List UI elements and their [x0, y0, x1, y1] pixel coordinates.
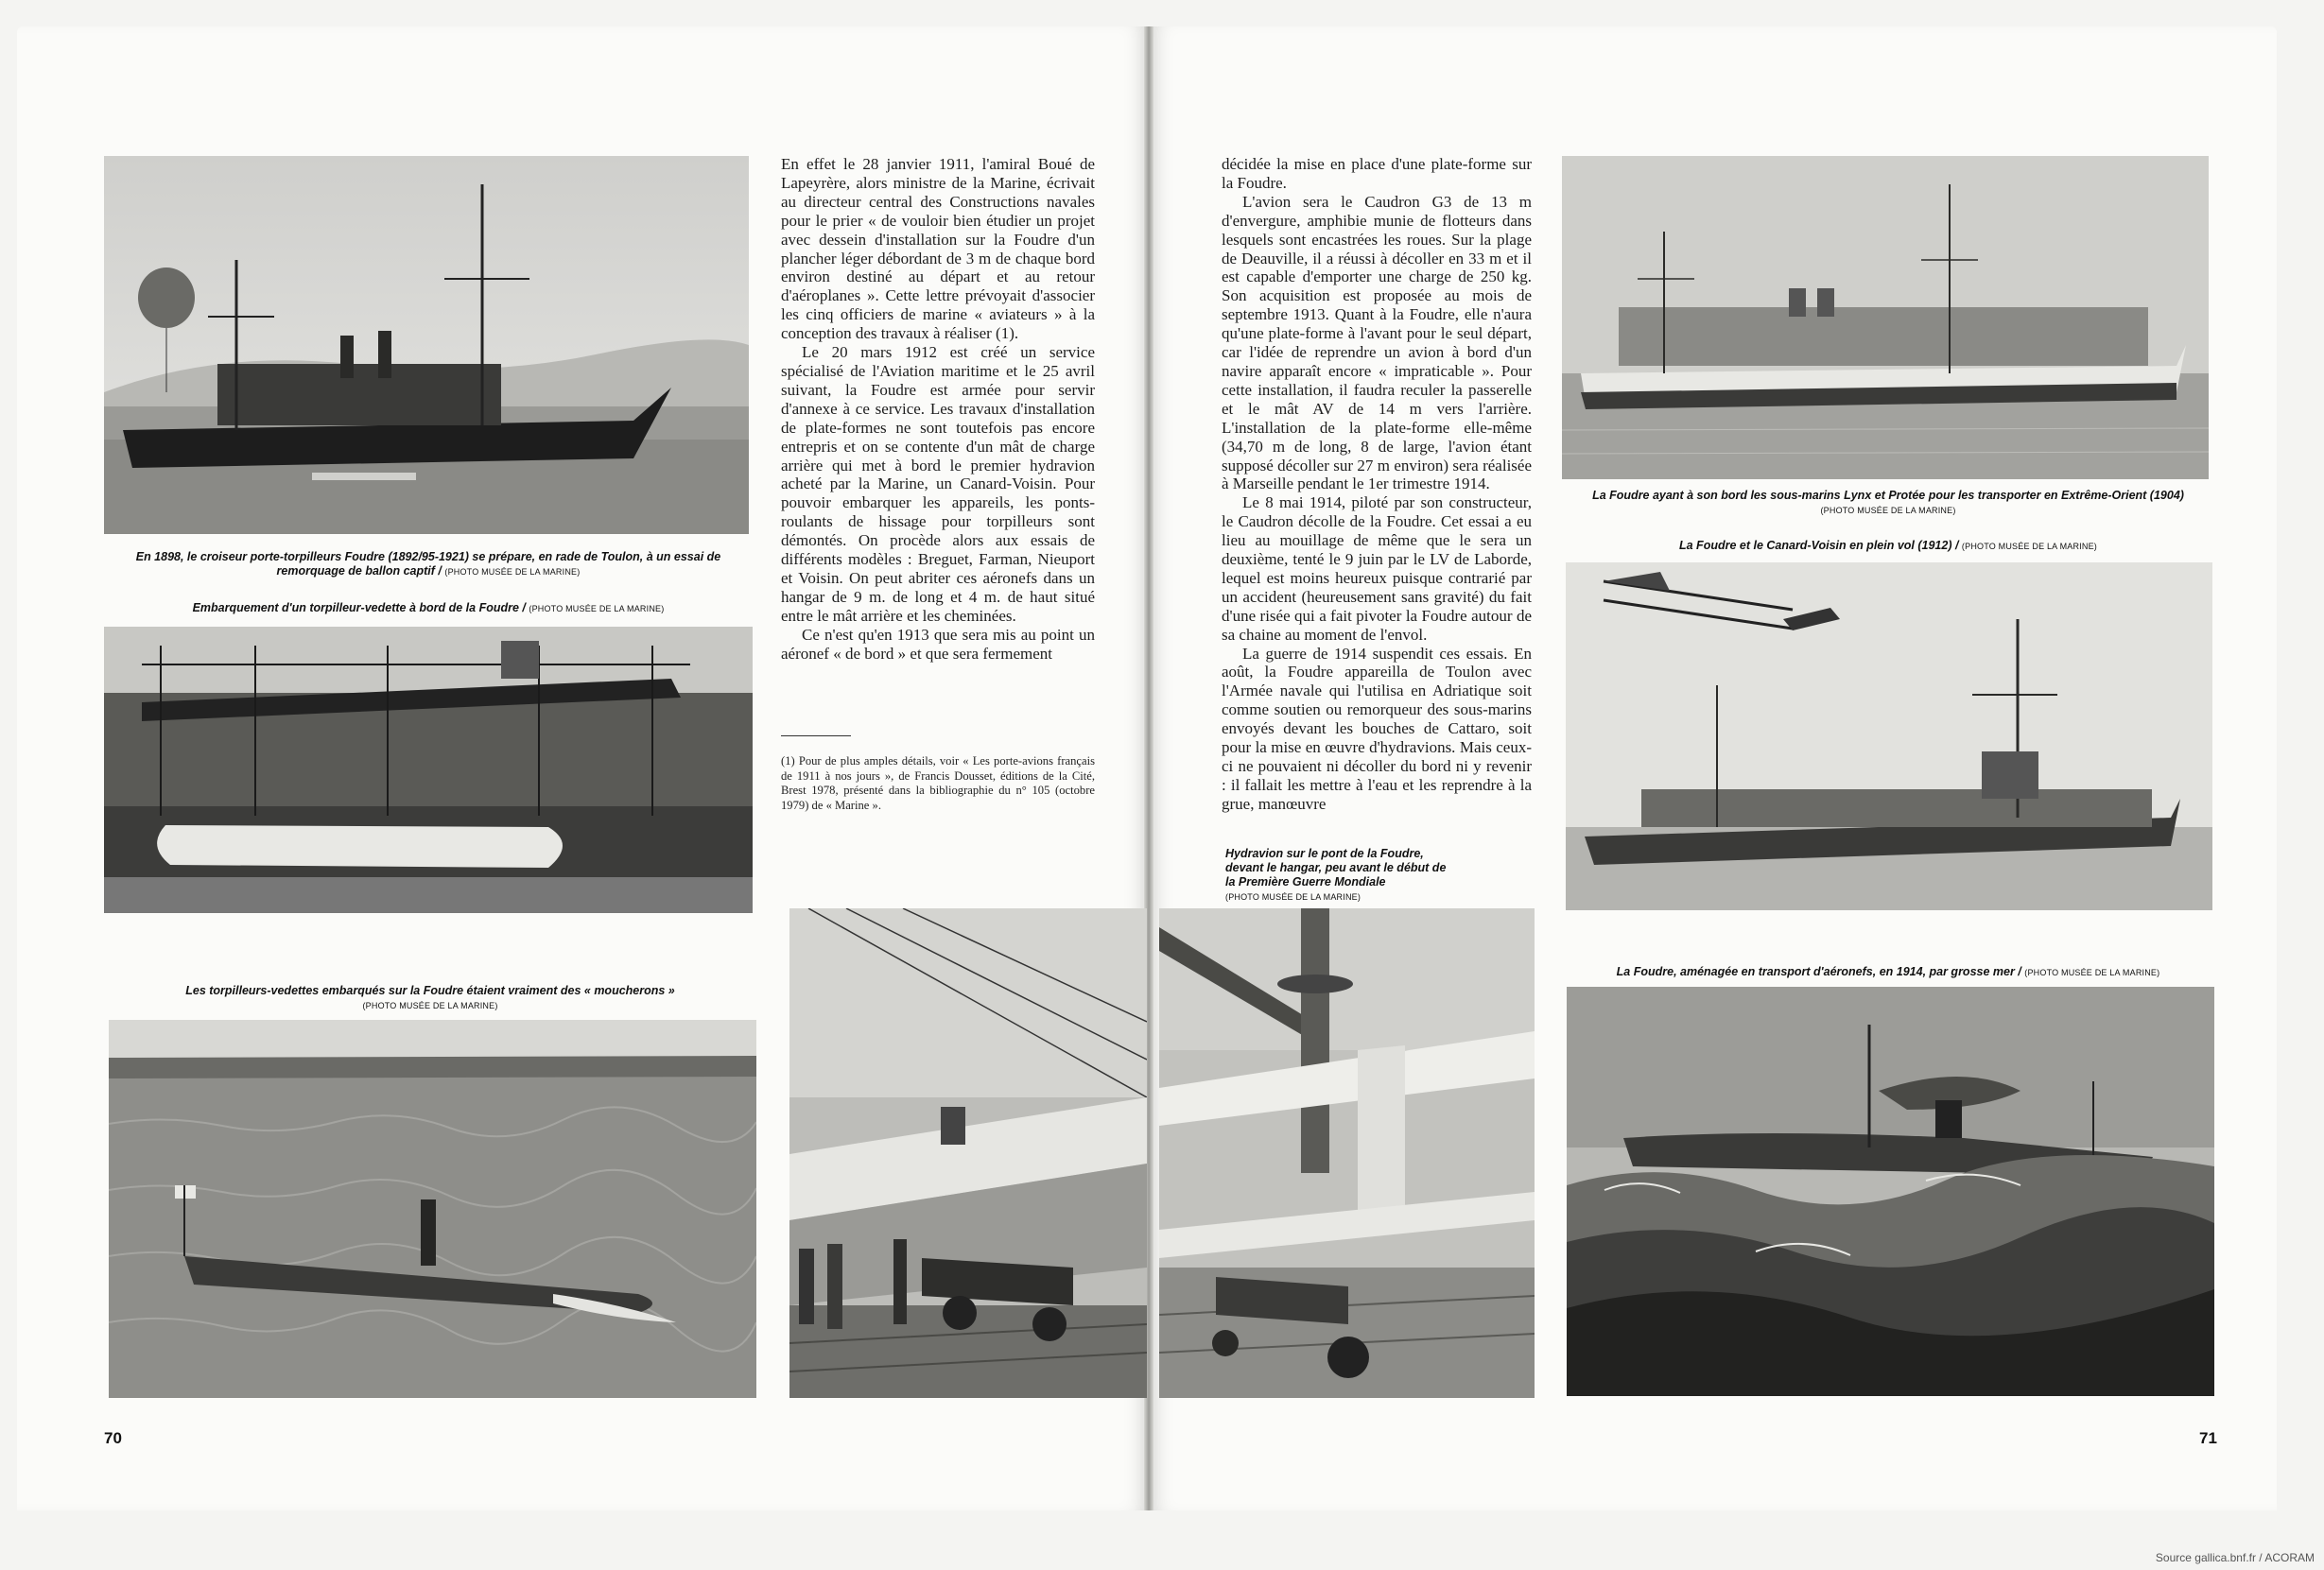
caption-embarquement — [104, 601, 753, 616]
caption-hydravion-pont — [1225, 847, 1457, 905]
paragraph: La guerre de 1914 suspendit ces essais. En août, la Foudre appareilla de Toulon avec l'Armée navale qui l'utilisa en Adriatique soit comme soutien ou remorqueur des sous-marins envoyés devant les bouches de Cattaro, soit pour la mise en œuvre d'hydravions. Mais ceux-ci ne pouvaient ni décoller du bord ni y revenir : il fallait les mettre à l'eau et les reprendre à la grue, manœuvre — [1222, 644, 1532, 813]
caption-text: La Foudre ayant à son bord les sous-marins Lynx et Protée pour les transporter en Extrême-Orient (1904) — [1592, 489, 2184, 502]
photo-foudre-ballon — [104, 156, 749, 534]
paragraph: L'avion sera le Caudron G3 de 13 m d'envergure, amphibie munie de flotteurs dans lesquels sont encastrées les roues. Sur la plage de Deauville, il a réussi à décoller en 33 m et il est capable d'emporter une charge de 250 kg. Son acquisition est proposée au mois de septembre 1913. Quant à la Foudre, elle n'aura qu'une plate-forme à l'avant pour le seul départ, car l'idée de reprendre un avion à bord d'un navire apparaît encore « impraticable ». Pour cette installation, il faudra reculer la passerelle et le mât AV de 14 m vers l'arrière. L'installation de la plate-forme elle-même (34,70 m de long, 8 de large, l'avion étant supposé décoller sur 27 m environ) sera réalisée à Marseille pendant le 1er trimestre 1914. — [1222, 192, 1532, 493]
caption-sous-marins — [1562, 489, 2214, 518]
caption-grosse-mer — [1562, 965, 2214, 980]
photo-hydravion-right-half — [1159, 908, 1535, 1398]
photo-foudre-grosse-mer — [1567, 987, 2214, 1396]
caption-text: La Foudre, aménagée en transport d'aéronefs, en 1914, par grosse mer / — [1616, 965, 2021, 978]
photo-credit: (PHOTO MUSÉE DE LA MARINE) — [2024, 968, 2160, 977]
photo-torpilleur-vedette — [109, 1020, 756, 1398]
caption-text: Embarquement d'un torpilleur-vedette à bord de la Foudre / — [192, 601, 526, 614]
caption-text: Les torpilleurs-vedettes embarqués sur la Foudre étaient vraiment des « moucherons » — [185, 984, 675, 997]
photo-foudre-canard-voisin — [1566, 562, 2212, 910]
paragraph: décidée la mise en place d'une plate-forme sur la Foudre. — [1222, 155, 1532, 192]
photo-credit: (PHOTO MUSÉE DE LA MARINE) — [1961, 542, 2097, 551]
caption-moucherons — [104, 984, 756, 1013]
photo-embarquement-torpilleur — [104, 627, 753, 913]
photo-credit: (PHOTO MUSÉE DE LA MARINE) — [444, 567, 581, 577]
caption-text: La Foudre et le Canard-Voisin en plein vol (1912) / — [1679, 539, 1959, 552]
caption-text: En 1898, le croiseur porte-torpilleurs Foudre (1892/95-1921) se prépare, en rade de Toulon, à un essai de remorquage de ballon captif / — [135, 550, 721, 578]
photo-credit: (PHOTO MUSÉE DE LA MARINE) — [1820, 506, 1956, 515]
photo-credit: (PHOTO MUSÉE DE LA MARINE) — [362, 1001, 498, 1010]
source-credit: Source gallica.bnf.fr / ACORAM — [2155, 1551, 2315, 1564]
caption-canard-voisin — [1562, 539, 2214, 554]
page-number-right: 71 — [2199, 1429, 2217, 1447]
paragraph: Ce n'est qu'en 1913 que sera mis au point un aéronef « de bord » et que sera fermement — [781, 625, 1095, 663]
footnote: (1) Pour de plus amples détails, voir « Les porte-avions français de 1911 à nos jours », de Francis Dousset, éditions de la Cité, Brest 1978, présenté dans la bibliographie du n° 105 (octobre 1979) de « Marine ». — [781, 754, 1095, 812]
article-column-right — [1222, 155, 1532, 814]
photo-hydravion-left-half — [789, 908, 1147, 1398]
paragraph: Le 20 mars 1912 est créé un service spécialisé de l'Aviation maritime et le 25 avril suivant, la Foudre est armée pour servir d'annexe à ce service. Les travaux d'installation de plate-formes ne sont toutefois pas encore entrepris et on se contente d'un mât de charge arrière qui met à bord le premier hydravion acheté par la Marine, un Canard-Voisin. Pour pouvoir embarquer les appareils, les ponts-roulants de hissage pour torpilleurs sont démontés. On procède alors aux essais de différents modèles : Breguet, Farman, Nieuport et Voisin. On peut abriter ces aéronefs dans un hangar de 9 m. de long et 4 m. de haut situé entre le mât arrière et les cheminées. — [781, 343, 1095, 625]
page-number-left: 70 — [104, 1429, 122, 1447]
photo-credit: (PHOTO MUSÉE DE LA MARINE) — [529, 604, 665, 613]
caption-text: Hydravion sur le pont de la Foudre, devant le hangar, peu avant le début de la Première Guerre Mondiale — [1225, 847, 1447, 889]
caption-foudre-ballon — [104, 550, 753, 579]
footnote-rule — [781, 735, 851, 736]
article-column-left — [781, 155, 1095, 663]
paragraph: En effet le 28 janvier 1911, l'amiral Boué de Lapeyrère, alors ministre de la Marine, écrivait au directeur central des Constructions navales pour le prier « de vouloir bien étudier un projet avec dessein d'installation sur la Foudre d'un plancher léger débordant de 3 m de chaque bord environ destiné au départ et au retour d'aéroplanes ». Cette lettre prévoyait d'associer les cinq officiers de marine « aviateurs » à la conception des travaux à réaliser (1). — [781, 155, 1095, 343]
photo-foudre-sous-marins — [1562, 156, 2209, 479]
photo-credit: (PHOTO MUSÉE DE LA MARINE) — [1225, 892, 1361, 902]
paragraph: Le 8 mai 1914, piloté par son constructeur, le Caudron décolle de la Foudre. Cet essai a eu lieu au mouillage de même que le sera un deuxième, tenté le 9 juin par le LV de Laborde, lequel est moins heureux puisque contrarié par un accident (heureusement sans gravité) du fait d'une risée qui a fait pivoter la Foudre autour de sa chaine au moment de l'envol. — [1222, 493, 1532, 644]
